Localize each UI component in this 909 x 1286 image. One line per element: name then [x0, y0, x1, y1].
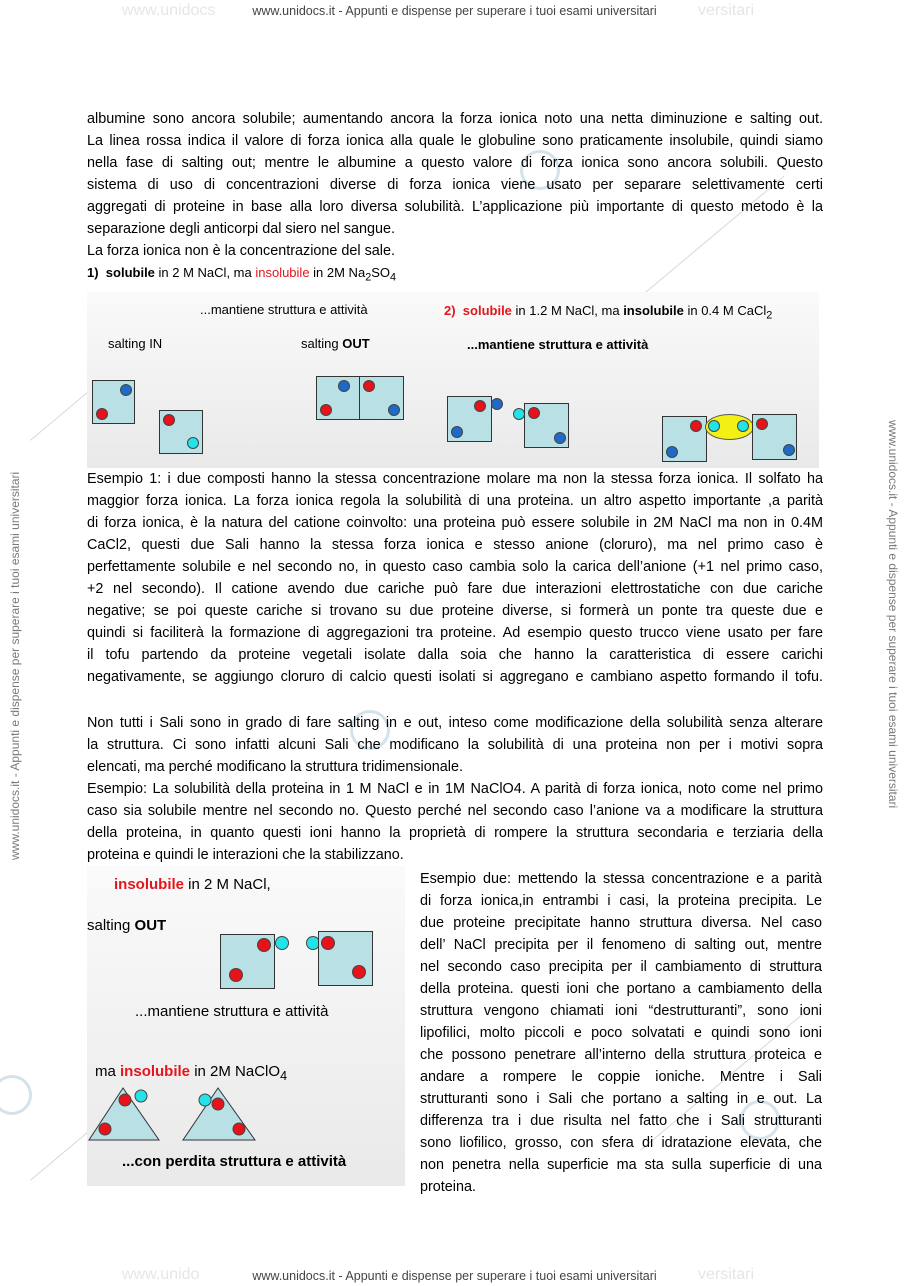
text-line: La forza ionica non è la concentrazione del sale. — [87, 243, 396, 259]
item-number: 2) — [444, 303, 456, 318]
protein-box — [447, 396, 492, 442]
protein-box — [220, 934, 275, 989]
side-watermark-right: www.unidocs.it - Appunti e dispense per superare i tuoi esami universitari — [886, 420, 900, 809]
cation-dot — [756, 418, 768, 430]
text-line: due proteine precipitate hanno struttura diversa. Nel caso — [420, 915, 822, 931]
label-text: ma — [95, 1063, 121, 1080]
text-line: Non tutti i Sali sono in grado di fare salting in e out, inteso come modificazione della solubilità senza alterare — [87, 715, 823, 731]
cation-dot — [528, 407, 540, 419]
text-line: Esempio 1: i due composti hanno la stessa concentrazione molare ma non la stessa forza ionica. Il solfato ha — [87, 471, 823, 487]
protein-box — [662, 416, 707, 462]
text-line: di forza ionica,in entrambi i casi, la proteina precipita. Le — [420, 893, 822, 909]
cation-dot — [320, 404, 332, 416]
salting-out-label — [87, 917, 166, 934]
unidocs-logo-icon — [0, 1075, 32, 1115]
cation-dot — [352, 965, 366, 979]
footer-watermark-faint-right: versitari — [698, 1266, 755, 1283]
subscript: 2 — [365, 271, 372, 284]
anion-dot — [666, 446, 678, 458]
text-line: CaCl2, questi due Sali hanno la stessa forza ionica e stesso anione (cloruro), ma nel primo caso è — [87, 537, 823, 553]
item-text: in 2 M NaCl, ma — [154, 265, 256, 280]
header-watermark: www.unidocs.it - Appunti e dispense per superare i tuoi esami universitari — [252, 4, 657, 18]
salting-out-bold: OUT — [342, 336, 370, 351]
anion-dot — [491, 398, 503, 410]
subscript: 4 — [390, 271, 397, 284]
text-line: struttura vengono chiamati ioni “destrutturanti”, sono ioni — [420, 1003, 822, 1019]
protein-box — [318, 931, 373, 986]
text-line: Esempio due: mettendo la stessa concentrazione e a parità — [420, 871, 822, 887]
text-line: La linea rossa indica il valore di forza ionica alla quale le globuline sono praticamente insolubile, quindi siamo — [87, 133, 823, 149]
cation-dot — [163, 414, 175, 426]
text-line: Esempio: La solubilità della proteina in 1 M NaCl e in 1M NaClO4. A parità di forza ionica, noto come nel primo — [87, 781, 823, 797]
protein-box — [159, 410, 203, 454]
text-line: che possono penetrare all’interno della struttura proteica e — [420, 1047, 822, 1063]
figure-salting-in-out — [87, 292, 819, 468]
text-line: sistema di uso di concentrazioni diverse di forza ionica viene usato per separare selettivamente certi — [87, 177, 823, 193]
protein-box — [359, 376, 404, 420]
cation-dot — [233, 1123, 245, 1135]
text-line: non penetra nella superficie ma sta sulla superficie di una — [420, 1157, 822, 1173]
label-text: in 2 M NaCl, — [184, 876, 271, 893]
text-line: di forza ionica, è la natura del catione coinvolto: una proteina può essere solubile in 2M NaCl ma non in 0.4M — [87, 515, 823, 531]
text-line: negative; se poi queste cariche si trovano su due proteine diverse, si formerà un ponte tra queste due e — [87, 603, 823, 619]
salting-out-prefix: salting — [301, 336, 343, 351]
salting-in-label: salting IN — [108, 336, 163, 351]
esempio-2-paragraph — [420, 868, 822, 1198]
footer-watermark: www.unidocs.it - Appunti e dispense per superare i tuoi esami universitari — [252, 1269, 657, 1283]
anion-dot — [554, 432, 566, 444]
solubile-label: solubile — [462, 303, 512, 318]
item-text: in 1.2 M NaCl, ma — [511, 303, 624, 318]
footer-watermark-faint-left: www.unido — [122, 1266, 200, 1283]
salting-out-label — [301, 336, 370, 351]
insolubile-label: insolubile — [120, 1063, 191, 1080]
ion-dot — [275, 936, 289, 950]
solubile-label: solubile — [105, 265, 155, 280]
non-tutti-paragraph — [87, 712, 823, 866]
mantiene-caption: ...mantiene struttura e attività — [135, 1003, 329, 1020]
text-line: nel secondo caso precipita per il cambiamento di struttura — [420, 959, 822, 975]
header-watermark-faint-left: www.unidocs — [122, 2, 216, 19]
numbered-item-1 — [87, 262, 823, 284]
protein-box — [316, 376, 360, 420]
item-text: SO — [371, 265, 391, 280]
cation-dot — [96, 408, 108, 420]
text-line: proteina e quindi le interazioni che la stabilizzano. — [87, 847, 404, 863]
text-line: lipofilici, molto piccoli e poco solvatati e quindi sono ioni — [420, 1025, 822, 1041]
insolubile-naclo4-label — [95, 1063, 287, 1083]
protein-box — [752, 414, 797, 460]
insolubile-label: insolubile — [623, 303, 684, 318]
protein-box — [92, 380, 135, 424]
header-watermark-faint-right: versitari — [698, 2, 755, 19]
item-text: in 2M Na — [309, 265, 366, 280]
salting-prefix: salting — [87, 917, 135, 934]
cation-dot — [257, 938, 271, 952]
cation-dot — [474, 400, 486, 412]
label-text: in 2M NaClO — [190, 1063, 281, 1080]
insolubile-label: insolubile — [114, 876, 185, 893]
figure-caption-top: ...mantiene struttura e attività — [200, 302, 368, 317]
ion-dot — [199, 1094, 211, 1106]
text-line: proteina. — [420, 1179, 477, 1195]
text-line: perfettamente solubile e nel secondo no, in questo caso cambia solo la carica dell’anione (+1 nel primo caso, — [87, 559, 823, 575]
item-text: in 0.4 M CaCl — [683, 303, 767, 318]
insolubile-nacl-label — [114, 876, 271, 893]
perdita-caption: ...con perdita struttura e attività — [122, 1153, 347, 1170]
text-line: negativamente, se aggiungo cloruro di calcio questi isolati si aggregano e cambiano aspetto formando il tofu. — [87, 669, 823, 685]
denatured-proteins — [87, 1086, 405, 1146]
text-line: maggior forza ionica. La forza ionica regola la solubilità di una proteina. un altro aspetto importante ,a parità — [87, 493, 823, 509]
text-line: caso sia solubile mentre nel secondo no. Questo perché nel secondo caso l’anione va a modificare la struttura — [87, 803, 823, 819]
ion-dot — [708, 420, 720, 432]
cation-dot — [690, 420, 702, 432]
figure-caption-right: ...mantiene struttura e attività — [467, 337, 649, 352]
protein-box — [524, 403, 569, 448]
ion-dot — [135, 1090, 147, 1102]
text-line: la struttura. Ci sono infatti alcuni Sali che modificano la solubilità di una proteina non per i motivi sopra — [87, 737, 823, 753]
subscript: 2 — [766, 309, 773, 322]
text-line: andare a rompere le coppie ioniche. Mentre i Sali — [420, 1069, 822, 1085]
esempio-1-paragraph — [87, 468, 823, 688]
anion-dot — [388, 404, 400, 416]
anion-dot — [783, 444, 795, 456]
cation-dot — [363, 380, 375, 392]
text-line: strutturanti sono i Sali che portano a salting in e out. La — [420, 1091, 822, 1107]
ion-dot — [187, 437, 199, 449]
text-line: il tofu partendo da proteine vegetali isolate dalla soia che hanno la caratteristica di essere carichi — [87, 647, 823, 663]
cation-dot — [99, 1123, 111, 1135]
figure-nacl-naclo4 — [87, 866, 405, 1186]
ion-dot — [737, 420, 749, 432]
text-line: quindi si faciliterà la formazione di aggregazioni tra proteine. Ad esempio questo trucco viene usato per fare — [87, 625, 823, 641]
anion-dot — [338, 380, 350, 392]
text-line: separazione degli anticorpi dal siero nel sangue. — [87, 221, 396, 237]
text-line: aggregati di proteine in base alla loro diversa solubilità. L’applicazione più importante di questo metodo è la — [87, 199, 823, 215]
numbered-item-2 — [444, 303, 772, 322]
anion-dot — [451, 426, 463, 438]
item-number: 1) — [87, 265, 99, 280]
anion-dot — [120, 384, 132, 396]
text-line: della proteina. questi ioni che portano a cambiamento della — [420, 981, 822, 997]
subscript: 4 — [280, 1069, 288, 1083]
salting-bold: OUT — [134, 917, 167, 934]
insolubile-label: insolubile — [255, 265, 310, 280]
cation-dot — [229, 968, 243, 982]
text-line: della proteina, in quanto questi ioni hanno la proprietà di rompere la struttura secondaria e terziaria della — [87, 825, 823, 841]
text-line: +2 nel secondo). Il catione avendo due cariche può fare due interazioni elettrostatiche con due cariche — [87, 581, 823, 597]
cation-dot — [119, 1094, 131, 1106]
cation-dot — [321, 936, 335, 950]
text-line: albumine sono ancora solubile; aumentando ancora la forza ionica noto una netta diminuzione e salting out. — [87, 111, 823, 127]
text-line: differenza tra i due risulta nel fatto che i Sali strutturanti — [420, 1113, 822, 1129]
cation-dot — [212, 1098, 224, 1110]
text-line: elencati, ma perché modificano la struttura tridimensionale. — [87, 759, 463, 775]
text-line: sono liofilico, grosso, con sfera di idratazione elevata, che — [420, 1135, 822, 1151]
side-watermark-left: www.unidocs.it - Appunti e dispense per superare i tuoi esami universitari — [8, 471, 22, 860]
intro-paragraph — [87, 108, 823, 284]
text-line: dell’ NaCl precipita per il fenomeno di salting out, mentre — [420, 937, 822, 953]
text-line: nella fase di salting out; mentre le albumine a questo valore di forza ionica sono ancora solubili. Questo — [87, 155, 823, 171]
